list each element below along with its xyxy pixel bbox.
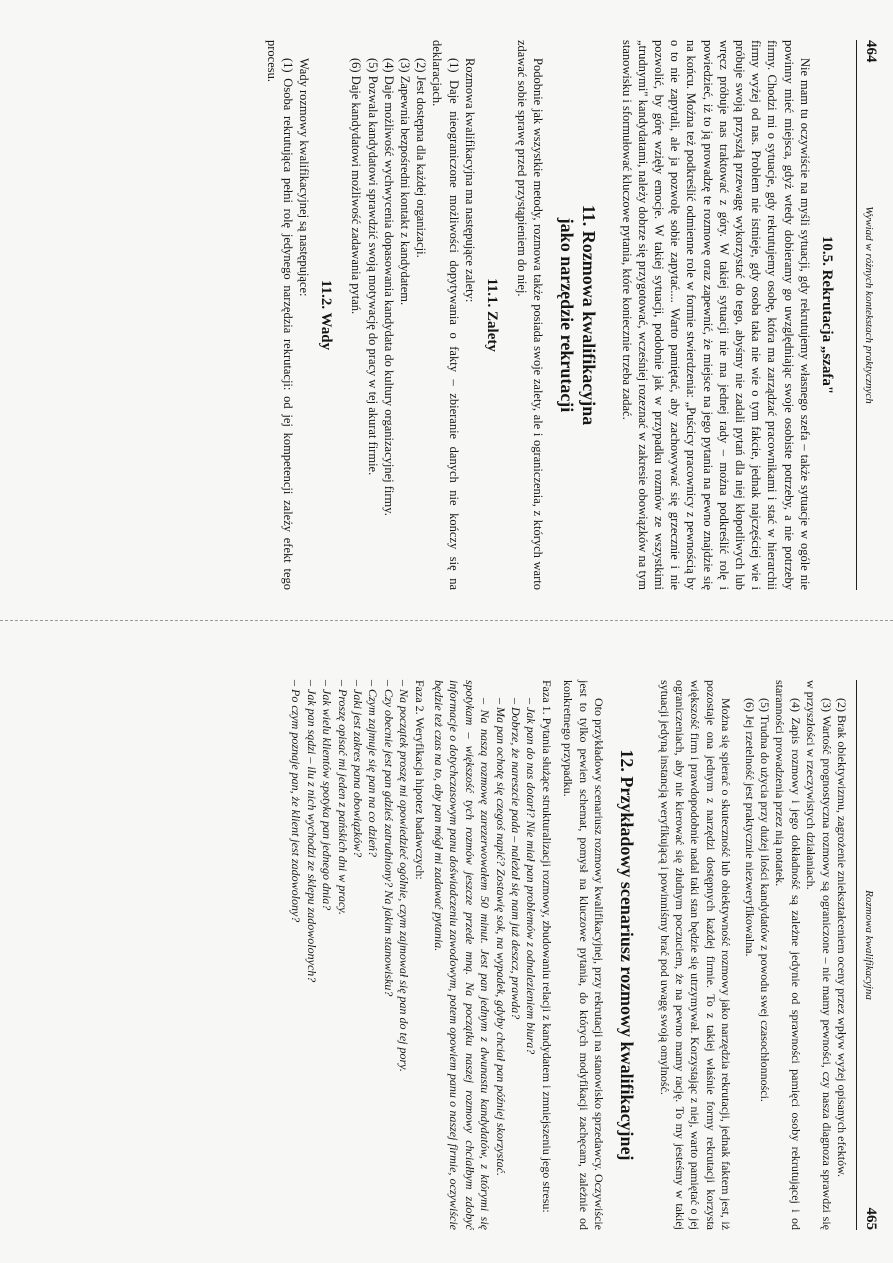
chapter-title-line: 11. Rozmowa kwalifikacyjna bbox=[579, 204, 600, 426]
question-item: – Jak wielu klientów spotyka pan jednego dnia? bbox=[320, 680, 335, 911]
question-item: – Po czym poznaje pan, że klient jest zadowolony? bbox=[289, 680, 304, 923]
list-item: (2) Brak obiektywizmu, zagrożenie zniekształceniem oceny przez wpływ wyżej opisanych efektów. bbox=[835, 698, 849, 1178]
list-item: (3) Zapewnia bezpośredni kontakt z kandydatem. bbox=[397, 58, 412, 306]
right-page bbox=[0, 640, 893, 1250]
question-item: – Ma pan ochotę się czegoś napić? Zostawię sok, na wypadek, gdyby chciał pan później skorzystać. bbox=[493, 698, 508, 1176]
text-column bbox=[263, 40, 849, 590]
phase-heading: Faza 1. Pytania służące strukturalizacji rozmowy, zbudowaniu relacji z kandydatem i zmniejszeniu jego stresu: bbox=[539, 680, 554, 1213]
question-item: – Jaki jest zakres pana obowiązków? bbox=[351, 680, 366, 858]
list-item: (6) Jej rzetelność jest praktycznie niezweryfikowalna. bbox=[742, 698, 757, 957]
list-item: (5) Trudna do użycia przy dużej ilości kandydatów z powodu swej czasochłonności. bbox=[757, 698, 772, 1102]
paragraph: Oto przykładowy scenariusz rozmowy kwalifikacyjnej, przy rekrutacji na stanowisko sprzedawcy. Oczywiście jest to tylko pewien schemat, pomysł na kluczowe pytania, do których modyfikacji zachęcam, zależnie od konkretnego przypadku. bbox=[561, 680, 607, 1230]
question-item: – Na naszą rozmowę zarezerwowałem 50 minut. Jest pan jednym z dwunastu kandydatów, z którymi się spotykam – większość tych rozmów jeszcze przede mną. Na początku naszej rozmowy chciałbym zdobyć informacje o dotychczasowym panu doświadczeniu zawodowym, potem opowiem panu o naszej firmie, oczywiście będzie też czas na to, aby pan mógł mi zadawać pytania. bbox=[432, 680, 493, 1230]
running-head: Rozmowa kwalifikacyjna bbox=[863, 890, 875, 1000]
list-item: (4) Zapis rozmowy i jego dokładność są zależne jedynie od sprawności pamięci osoby rekrutującej i od staranności prowadzenia przez nią notatek. bbox=[773, 680, 803, 1230]
list-item: (4) Daje możliwość wychwycenia dopasowania kandydata do kultury organizacyjnej firmy. bbox=[381, 58, 396, 516]
phase-heading: Faza 2. Weryfikacja hipotez badawczych: bbox=[412, 680, 427, 880]
list-item: (6) Daje kandydatowi możliwość zadawania pytań. bbox=[349, 58, 364, 315]
list-item: (1) Daje nieograniczone możliwości dopytywania o fakty – zbieranie danych nie kończy się na deklaracjach. bbox=[430, 40, 461, 590]
question-item: – Jak pan do nas dotarł? Nie miał pan problemów z odnalezieniem biura? bbox=[524, 698, 539, 1055]
list-item: (1) Osoba rekrutująca pełni rolę jedynego narzędzia rekrutacji: od jej kompetencji zależy efekt tego procesu. bbox=[264, 40, 295, 590]
list-item: (5) Pozwala kandydatowi sprawdzić swoją motywację do pracy w tej akurat firmie. bbox=[365, 58, 380, 476]
section-title: 11.2. Wady bbox=[318, 279, 335, 351]
paragraph: Wady rozmowy kwalifikacyjnej są następujące: bbox=[296, 58, 311, 297]
section-title: 11.1. Zalety bbox=[483, 278, 500, 352]
page-fold-line bbox=[0, 620, 893, 621]
list-item: (2) Jest dostępna dla każdej organizacji. bbox=[414, 58, 429, 258]
paragraph: Można się spierać o skuteczność lub obiektywność rozmowy jako narzędzia rekrutacji, jednak faktem jest, iż pozostaje ona jednym z narzędzi dostępnych każdej firmie. To z takiej właśnie formy rekrutacji korzysta większość firm i prawdopodobnie nadal taki stan będzie się utrzymywał. Korzystając z niej, warto pamiętać o jej ograniczeniach, aby nie kierować się złudnym poczuciem, że na pewno mamy rację. To my jesteśmy w takiej sytuacji jedyną instancją weryfikującą i powinniśmy brać pod uwagę swoją omylność. bbox=[657, 680, 734, 1230]
paragraph: Rozmowa kwalifikacyjna ma następujące zalety: bbox=[462, 58, 477, 303]
question-item: – Jak pan sądzi – ilu z nich wychodzi ze sklepu zadowolonych? bbox=[304, 680, 319, 983]
page-number: 465 bbox=[863, 1207, 879, 1230]
header-rule bbox=[856, 40, 857, 590]
chapter-title-line: jako narzędzie rekrutacji bbox=[557, 217, 578, 413]
question-item: – Czy obecnie jest pan gdzieś zatrudniony? Na jakim stanowisku? bbox=[381, 680, 396, 997]
chapter-title: 12. Przykładowy scenariusz rozmowy kwalifikacyjnej bbox=[617, 749, 638, 1161]
running-head: Wywiad w różnych kontekstach praktycznych bbox=[863, 206, 875, 404]
paragraph: Nie mam tu oczywiście na myśli sytuacji, gdy rekrutujemy własnego szefa – także sytuacje w ogóle nie powinny mieć miejsca, gdyż wtedy dobieramy go uwzględniając swoje osobiste potrzeby, a nie potrzeby firmy. Chodzi mi o sytuacje, gdy rekrutujemy osobę, która ma zarządzać pracownikami i stać w hierarchii firmy wyżej od nas. Problem nie istnieje, gdy osoba taka nie wie o tym fakcie, jednak najczęściej wie i próbuje swoją przyszłą przewagę wykorzystać do tego, abyśmy nie zadali pytań dla niej kłopotliwych lub wręcz próbuje nas traktować z góry. W takiej sytuacji nie ma jednej rady – można podkreślić rolę i powiedzieć, iż to ją prowadzę te rozmowę oraz zapewnić, że miejsce na jego pytania na pewno znajdzie się na końcu. Można też podkreślić odmienne role w formie stwierdzenia: „Puścicy pracownicy z pewnością by o to nie zapytali, ale ja pozwolę sobie zapytać.... Warto pamiętać, aby zachowywać się grzecznie i nie pozwolić, by górę wzięły emocje. W takiej sytuacji, podobnie jak w przypadku rozmów ze wszystkimi „trudnymi" kandydatami, należy dobrze się przygotować, wcześniej rozeznać w zakresie obowiązków na tym stanowisku i sformułować kluczowe pytania, które koniecznie trzeba zadać. bbox=[619, 40, 812, 590]
chapter-title bbox=[556, 40, 600, 590]
question-item: – Na początek proszę mi opowiedzieć ogólnie, czym zajmował się pan do tej pory. bbox=[397, 680, 412, 1072]
text-column bbox=[288, 680, 849, 1230]
header-rule bbox=[856, 680, 857, 1230]
page-number: 464 bbox=[863, 40, 879, 63]
question-item: – Czym zajmuje się pan na co dzień? bbox=[366, 680, 381, 857]
section-title: 10.5. Rekrutacja „szafa" bbox=[819, 235, 835, 395]
paragraph: Podobnie jak wszystkie metody, rozmowa także posiada swoje zalety, ale i ograniczenia, z których warto zdawać sobie sprawę przed przystąpieniem do niej. bbox=[515, 40, 546, 590]
list-item: (3) Wartość prognostyczna rozmowy są ograniczone – nie mamy pewności, czy nasza diagnoza sprawdzi się w przyszłości w rzeczywistych działaniach. bbox=[804, 680, 834, 1230]
left-page bbox=[0, 0, 893, 610]
question-item: – Proszę opisać mi jeden z pańskich dni w pracy. bbox=[335, 680, 350, 915]
question-item: – Dobrze, że nareszcie pada – należał się nam już deszcz, prawda? bbox=[509, 698, 524, 1020]
